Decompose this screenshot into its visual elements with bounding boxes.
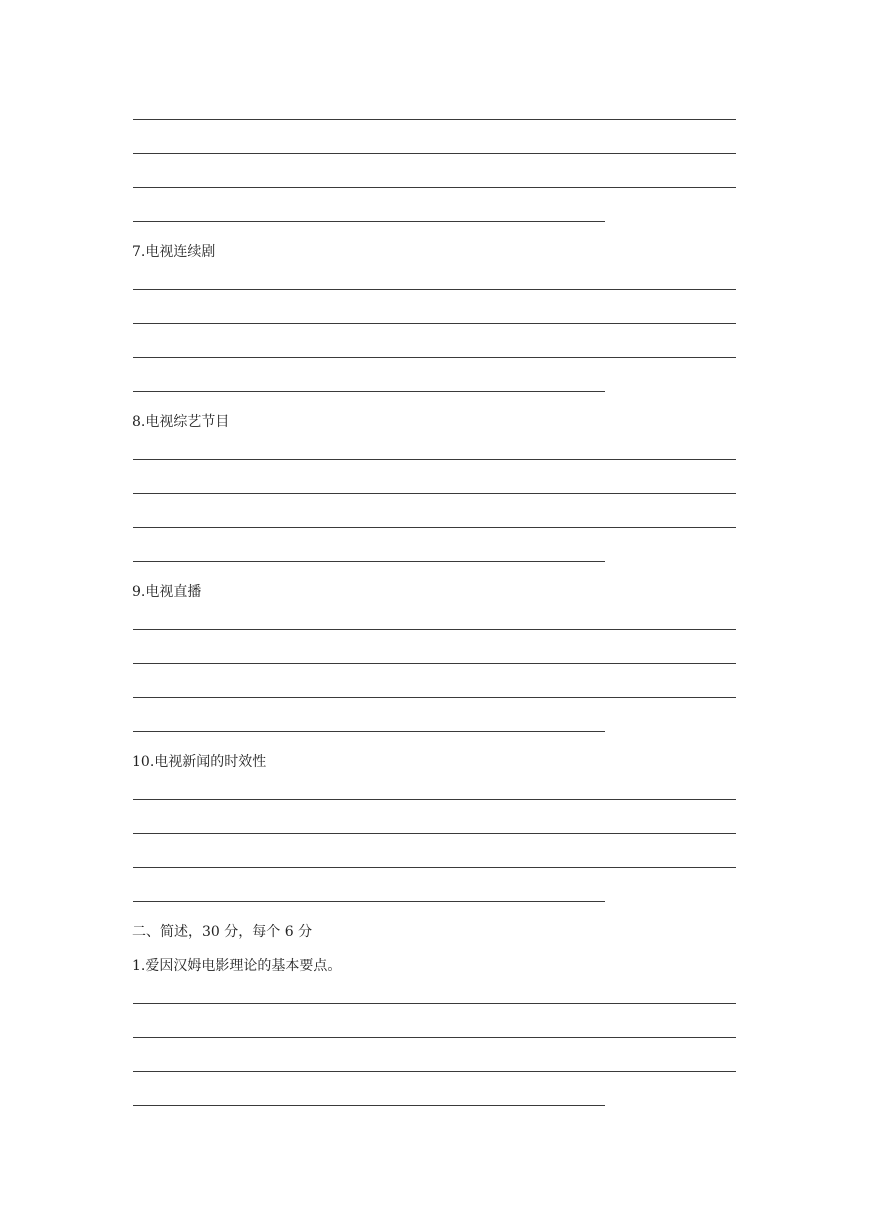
answer-line (133, 1003, 736, 1004)
answer-line (133, 323, 736, 324)
answer-line (133, 663, 736, 664)
question-title: 7.电视连续剧 (132, 244, 216, 260)
answer-line (133, 799, 736, 800)
answer-line (133, 867, 736, 868)
answer-line (133, 731, 605, 732)
answer-line (133, 527, 736, 528)
question-title: 10.电视新闻的时效性 (132, 754, 267, 770)
answer-line (133, 901, 605, 902)
answer-line (133, 119, 736, 120)
answer-line (133, 391, 605, 392)
answer-line (133, 289, 736, 290)
answer-line (133, 833, 736, 834)
answer-line (133, 1037, 736, 1038)
answer-line (133, 1071, 736, 1072)
answer-line (133, 153, 736, 154)
question-title: 1.爱因汉姆电影理论的基本要点。 (132, 958, 342, 974)
answer-line (133, 697, 736, 698)
answer-line (133, 221, 605, 222)
question-title: 9.电视直播 (132, 584, 202, 600)
answer-line (133, 493, 736, 494)
answer-line (133, 561, 605, 562)
answer-line (133, 459, 736, 460)
answer-line (133, 187, 736, 188)
answer-line (133, 357, 736, 358)
answer-line (133, 629, 736, 630)
section-heading: 二、简述，30 分，每个 6 分 (132, 924, 313, 940)
question-title: 8.电视综艺节目 (132, 414, 230, 430)
answer-line (133, 1105, 605, 1106)
